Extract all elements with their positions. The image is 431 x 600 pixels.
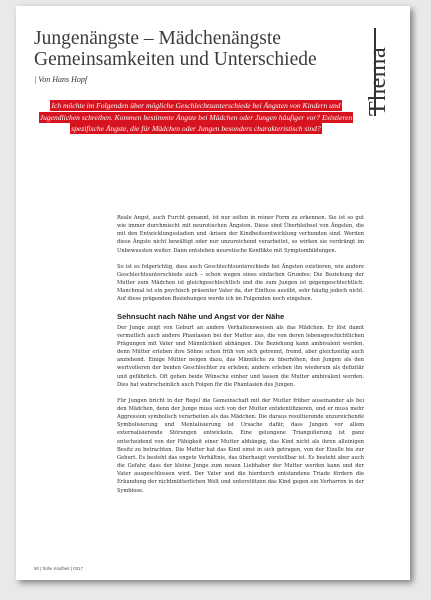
intro-highlight: Ich möchte im Folgenden über mögliche Geschlechtsunterschiede bei Ängsten von Kindern und Jugendlichen schreiben. Kommen bestimmte Ängste bei Mädchen oder Jungen häufiger vor? Existieren spezifische Ängste, die für Mädchen oder Jungen besonders charakteristisch sind? xyxy=(39,101,353,134)
article-intro xyxy=(34,100,358,135)
article-title: Jungenängste – Mädchenängste Gemeinsamkeiten und Unterschiede xyxy=(34,28,317,70)
article-body xyxy=(117,214,364,503)
article-author: | Von Hans Hopf xyxy=(34,75,88,84)
section-label: Thema xyxy=(365,46,391,116)
body-paragraph-1: Reale Angst, auch Furcht genannt, ist nur selten in reiner Form zu erkennen. Sie ist so gut wie immer durchmischt mit neurotischen Ängsten. Diese sind Überbleibsel von Ängsten, die mit den Entwicklungsstadien und -krisen der Kindheitsentwicklung verbunden sind. Werden diese Ängste nicht bewältigt oder nur unzureichend verarbeitet, so wirken sie verdrängt im Unbewussten weiter. Dann entstehen neurotische Konflikte mit Symptombildungen. xyxy=(117,215,364,254)
body-paragraph-4: Für Jungen bricht in der Regel die Gemeinschaft mit der Mutter früher auseinander als bei den Mädchen, denn der Junge muss sich von der Mutter entidentifizieren, und er muss mehr Aggression symbolisch verarbeiten als das Mädchen. Die daraus resultierende unzureichende Symbolisierung und Mentalisierung ist Ursache dafür, dass Jungen vor allem externalisierende Störungen entwickeln. Eine gelungene Triangulierung ist ganz entscheidend von der Fähigkeit einer Mutter abhängig, das Kind nicht als ihren alleinigen Besitz zu betrachten. Die Mutter hat das Kind einst in sich getragen, von der Eizelle bis zur Geburt. Es besteht das engste Verhältnis, das überhaupt vorstellbar ist. Es besteht aber auch die Gefahr, dass der kleine Junge zum neuen Liebhaber der Mutter werden kann und der Vater ausgeschlossen wird. Der Vater und die hierdurch entstandene Triade fördern die Erkundung der nichtmütterlichen Welt und unterstützen das Kind gegen ein Verharren in der Symbiose. xyxy=(117,397,364,494)
section-subheading: Sehnsucht nach Nähe und Angst vor der Nähe xyxy=(117,311,285,321)
body-paragraph-2: So ist es folgerichtig, dass auch Geschlechtsunterschiede bei Ängsten existieren, wie andere Geschlechtsunterschiede auch – schon wegen eines einfachen Grundes: Die Beziehung der Mutter zum Mädchen ist gleichgeschlechtlich und die zum Jungen ist gegengeschlechtlich. Manchmal ist ein psychisch präsenter Vater da, der Einfluss ausübt, sehr häufig jedoch nicht. Auf diese prägenden Beziehungen werde ich im Folgenden noch eingehen. xyxy=(117,263,364,303)
magazine-page xyxy=(16,6,410,580)
body-paragraph-3: Der Junge zeigt von Geburt an andere Verhaltensweisen als das Mädchen. Er löst damit vermutlich auch andere Phantasien bei der Mutter aus, die von deren lebensgeschichtlichen Prägungen mit Vater und Männlichkeit abhängen. Die Beziehung kann ambivalent werden, denn Mütter erleben ihre Söhne schon früh von sich getrennt, fremd, aber gleichzeitig auch anziehend. Einige Mütter neigen dazu, das Männliche zu überhöhen, den Jungen als den wertvolleren der beiden Geschlechter zu erleben; andere erleben ihn wiederum als defizitär und gefährlich. Oft gehen beide Wünsche einher und lassen die Mutter ambivalent werden. Dies hat wahrscheinlich auch Folgen für die Phantasien des Jungen. xyxy=(117,324,364,388)
page-footer: 90 | frühe Kindheit | 0317 xyxy=(34,566,83,571)
